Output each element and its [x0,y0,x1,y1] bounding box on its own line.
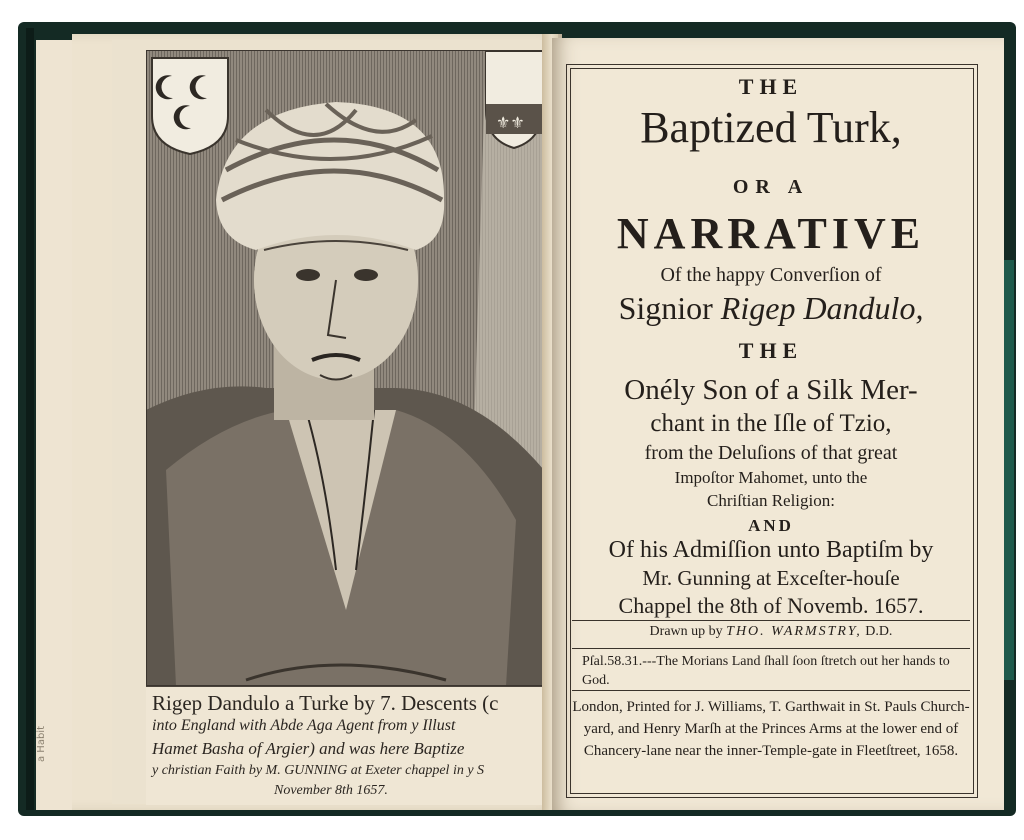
svg-text:⚜⚜: ⚜⚜ [496,113,525,132]
divider-rule [572,648,970,649]
cover-edge [26,28,34,810]
title-religion: Chriſtian Religion: [707,491,835,510]
caption-line-2: into England with Abde Aga Agent from y Illust [152,717,456,734]
title-happy-conversion: Of the happy Converſion of [660,264,882,286]
title-admission: Of his Admiſſion unto Baptiſm by [608,537,934,563]
title-chappel: Chappel the 8th of Novemb. 1657. [618,593,924,618]
title-chant: chant in the Iſle of Tzio, [650,410,892,437]
signior-prefix: Signior [618,290,713,326]
imprint: London, Printed for J. Williams, T. Garthwait in St. Pauls Church-yard, and Henry Marſh at the Princes Arms at the lower end of Chancery-lane near the inner-Temple-gate in Fleetſtreet, 1658. [572,699,970,759]
fleur-de-lis-shield-icon [484,50,544,150]
author-degree: D.D. [865,624,893,639]
title-narrative: NARRATIVE [616,209,926,258]
caption-line-1: Rigep Dandulo a Turke by 7. Descents (c [152,691,499,715]
psalm-quote: Pſal.58.31.---The Morians Land ſhall ſoon ſtretch out her hands to God. [582,654,950,688]
caption-line-5: November 8th 1657. [274,783,388,798]
drawn-up-by [572,624,970,640]
crescent-shield-icon [150,56,230,156]
author-name: THO. WARMSTRY, [726,624,862,639]
title-or-a: OR A [732,176,810,198]
flyleaf [36,40,77,810]
portrait-caption [146,686,544,805]
title-and: AND [748,516,794,535]
title-impostor: Impoſtor Mahomet, unto the [674,468,868,487]
title-the: THE [738,74,804,99]
caption-line-4: y christian Faith by M. GUNNING at Exeter chappel in y S [152,763,485,778]
divider-rule [572,620,970,621]
signior-name: Rigep Dandulo, [720,290,924,326]
divider-rule [572,690,970,691]
title-signior [572,290,970,327]
drawn-prefix: Drawn up by [649,624,723,639]
title-gunning: Mr. Gunning at Exceſter-houſe [642,566,900,590]
title-delusions: from the Deluſions of that great [644,442,898,464]
main-title: Baptized Turk, [640,103,902,152]
title-the-2: THE [738,338,804,363]
caption-line-3: Hamet Basha of Argier) and was here Baptize [152,739,465,758]
title-onely-son: Onély Son of a Silk Mer- [624,374,918,406]
pencil-annotation: a Habit [36,725,47,762]
